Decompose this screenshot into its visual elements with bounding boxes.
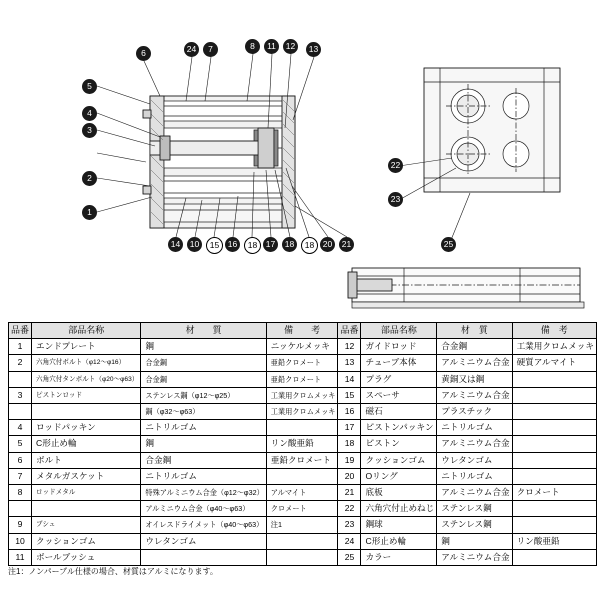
cell-note-right bbox=[512, 468, 596, 484]
cell-no-right: 19 bbox=[338, 452, 361, 468]
cell-name-right: ピストンパッキン bbox=[361, 420, 437, 436]
cell-material-left: 鋼 bbox=[141, 339, 266, 355]
table-row bbox=[9, 371, 597, 387]
callout-13: 13 bbox=[306, 42, 321, 57]
cell-note-left: 工業用クロムメッキ bbox=[266, 404, 338, 420]
cell-name-left: ロッドパッキン bbox=[32, 420, 141, 436]
cell-no-left bbox=[9, 371, 32, 387]
table-row bbox=[9, 468, 597, 484]
cell-no-left: 8 bbox=[9, 485, 32, 501]
cell-no-left: 7 bbox=[9, 468, 32, 484]
cell-no-right: 15 bbox=[338, 387, 361, 403]
cell-note-right: クロメート bbox=[512, 485, 596, 501]
cell-material-left: オイレスドライメット（φ40～φ63） bbox=[141, 517, 266, 533]
callout-21: 21 bbox=[339, 237, 354, 252]
header-name-left: 部品名称 bbox=[32, 323, 141, 339]
cell-note-left: リン酸亜鉛 bbox=[266, 436, 338, 452]
cell-name-left: ピストンロッド bbox=[32, 387, 141, 403]
cell-name-left: 六角穴付タンボルト（φ20～φ63） bbox=[32, 371, 141, 387]
cell-material-right: アルミニウム合金 bbox=[437, 387, 512, 403]
cell-note-left bbox=[266, 420, 338, 436]
callout-5: 5 bbox=[82, 79, 97, 94]
cell-note-left: アルマイト bbox=[266, 485, 338, 501]
cell-name-left: C形止め輪 bbox=[32, 436, 141, 452]
cell-material-right: ウレタンゴム bbox=[437, 452, 512, 468]
cell-no-right: 13 bbox=[338, 355, 361, 371]
callout-25: 25 bbox=[441, 237, 456, 252]
cell-material-left: ウレタンゴム bbox=[141, 533, 266, 549]
cell-no-left bbox=[9, 404, 32, 420]
table-body bbox=[9, 339, 597, 566]
cell-no-right: 24 bbox=[338, 533, 361, 549]
table-row bbox=[9, 436, 597, 452]
cell-no-right: 18 bbox=[338, 436, 361, 452]
cell-name-left: メタルガスケット bbox=[32, 468, 141, 484]
callout-7: 7 bbox=[203, 42, 218, 57]
cell-no-left: 11 bbox=[9, 549, 32, 565]
callout-12: 12 bbox=[283, 39, 298, 54]
cell-note-right: リン酸亜鉛 bbox=[512, 533, 596, 549]
callout-20: 20 bbox=[320, 237, 335, 252]
cell-note-left: 工業用クロムメッキ bbox=[266, 387, 338, 403]
cell-no-right: 16 bbox=[338, 404, 361, 420]
cell-no-right: 14 bbox=[338, 371, 361, 387]
cell-note-right bbox=[512, 452, 596, 468]
cell-name-right: チューブ本体 bbox=[361, 355, 437, 371]
table-row bbox=[9, 339, 597, 355]
callout-10: 10 bbox=[187, 237, 202, 252]
cell-name-right: 鋼球 bbox=[361, 517, 437, 533]
cell-material-right: プラスチック bbox=[437, 404, 512, 420]
callout-18c: 18 bbox=[301, 237, 318, 254]
cell-material-left: 鋼（φ32～φ63） bbox=[141, 404, 266, 420]
cell-name-right: ガイドロッド bbox=[361, 339, 437, 355]
table-row bbox=[9, 501, 597, 517]
cell-name-right: 六角穴付止めねじ bbox=[361, 501, 437, 517]
cell-note-right bbox=[512, 517, 596, 533]
cell-material-right: アルミニウム合金 bbox=[437, 485, 512, 501]
cell-no-right: 22 bbox=[338, 501, 361, 517]
cell-name-right: ピストン bbox=[361, 436, 437, 452]
cell-no-right: 20 bbox=[338, 468, 361, 484]
callout-16: 16 bbox=[225, 237, 240, 252]
cell-name-left: ボルト bbox=[32, 452, 141, 468]
callout-11: 11 bbox=[264, 39, 279, 54]
cell-no-left bbox=[9, 501, 32, 517]
header-name-right: 部品名称 bbox=[361, 323, 437, 339]
cell-no-left: 5 bbox=[9, 436, 32, 452]
cell-material-left: アルミニウム合金（φ40～φ63） bbox=[141, 501, 266, 517]
cell-note-left bbox=[266, 468, 338, 484]
cell-material-left bbox=[141, 549, 266, 565]
cell-material-right: 合金鋼 bbox=[437, 339, 512, 355]
cell-name-left: ボールブッシュ bbox=[32, 549, 141, 565]
cell-material-left: 合金鋼 bbox=[141, 371, 266, 387]
cell-name-left: エンドプレート bbox=[32, 339, 141, 355]
cell-note-right bbox=[512, 501, 596, 517]
cell-note-right bbox=[512, 371, 596, 387]
callout-24: 24 bbox=[184, 42, 199, 57]
table-row bbox=[9, 517, 597, 533]
cell-note-right: 硬質アルマイト bbox=[512, 355, 596, 371]
callout-18a: 18 bbox=[244, 237, 261, 254]
cell-note-left: 亜鉛クロメート bbox=[266, 452, 338, 468]
callout-2: 2 bbox=[82, 171, 97, 186]
header-material-right: 材 質 bbox=[437, 323, 512, 339]
callout-23: 23 bbox=[388, 192, 403, 207]
callout-17: 17 bbox=[263, 237, 278, 252]
cell-no-right: 23 bbox=[338, 517, 361, 533]
cell-material-right: ニトリルゴム bbox=[437, 420, 512, 436]
cell-note-left: 注1 bbox=[266, 517, 338, 533]
cell-name-left: ブシュ bbox=[32, 517, 141, 533]
cell-note-left: 亜鉛クロメート bbox=[266, 355, 338, 371]
cell-material-right: アルミニウム合金 bbox=[437, 549, 512, 565]
cell-no-right: 21 bbox=[338, 485, 361, 501]
cell-note-right bbox=[512, 404, 596, 420]
cell-material-right: アルミニウム合金 bbox=[437, 355, 512, 371]
cell-no-left: 2 bbox=[9, 355, 32, 371]
table-row bbox=[9, 404, 597, 420]
table-footnote: 注1：ノンパープル仕様の場合、材質はアルミになります。 bbox=[8, 567, 218, 576]
cell-material-left: 合金鋼 bbox=[141, 452, 266, 468]
cell-note-left: クロメート bbox=[266, 501, 338, 517]
cell-material-right: 鋼 bbox=[437, 533, 512, 549]
cell-no-right: 17 bbox=[338, 420, 361, 436]
header-note-right: 備 考 bbox=[512, 323, 596, 339]
cell-note-right: 工業用クロムメッキ bbox=[512, 339, 596, 355]
callout-6: 6 bbox=[136, 46, 151, 61]
cell-no-left: 6 bbox=[9, 452, 32, 468]
cell-material-right: アルミニウム合金 bbox=[437, 436, 512, 452]
callout-3: 3 bbox=[82, 123, 97, 138]
table-row bbox=[9, 533, 597, 549]
cell-no-left: 9 bbox=[9, 517, 32, 533]
callout-22: 22 bbox=[388, 158, 403, 173]
table-row bbox=[9, 355, 597, 371]
parts-table bbox=[8, 322, 592, 566]
cell-material-right: ステンレス鋼 bbox=[437, 501, 512, 517]
cell-name-right: スペーサ bbox=[361, 387, 437, 403]
cell-material-left: ステンレス鋼（φ12～φ25） bbox=[141, 387, 266, 403]
cell-material-right: ステンレス鋼 bbox=[437, 517, 512, 533]
callout-8: 8 bbox=[245, 39, 260, 54]
cell-note-right bbox=[512, 436, 596, 452]
cell-material-left: ニトリルゴム bbox=[141, 420, 266, 436]
cell-note-left: ニッケルメッキ bbox=[266, 339, 338, 355]
callout-18b: 18 bbox=[282, 237, 297, 252]
header-note-left: 備 考 bbox=[266, 323, 338, 339]
cell-note-right bbox=[512, 387, 596, 403]
cell-note-right bbox=[512, 549, 596, 565]
cell-name-left: クッションゴム bbox=[32, 533, 141, 549]
cell-name-right: C形止め輪 bbox=[361, 533, 437, 549]
table-header-row bbox=[9, 323, 597, 339]
cell-name-right: 磁石 bbox=[361, 404, 437, 420]
callout-1: 1 bbox=[82, 205, 97, 220]
cell-material-right: 黄銅又は鋼 bbox=[437, 371, 512, 387]
header-no-right: 品番 bbox=[338, 323, 361, 339]
cell-name-left: ロッドメタル bbox=[32, 485, 141, 501]
callout-4: 4 bbox=[82, 106, 97, 121]
table-row bbox=[9, 549, 597, 565]
cell-name-left bbox=[32, 501, 141, 517]
cell-material-left: 特殊アルミニウム合金（φ12～φ32） bbox=[141, 485, 266, 501]
cell-name-left bbox=[32, 404, 141, 420]
cell-name-right: カラー bbox=[361, 549, 437, 565]
cell-note-left: 亜鉛クロメート bbox=[266, 371, 338, 387]
cell-name-right: プラグ bbox=[361, 371, 437, 387]
cell-note-right bbox=[512, 420, 596, 436]
table-row bbox=[9, 420, 597, 436]
cell-no-left: 1 bbox=[9, 339, 32, 355]
cell-material-right: ニトリルゴム bbox=[437, 468, 512, 484]
cell-name-right: 底板 bbox=[361, 485, 437, 501]
cell-no-left: 10 bbox=[9, 533, 32, 549]
header-material-left: 材 質 bbox=[141, 323, 266, 339]
cell-material-left: 合金鋼 bbox=[141, 355, 266, 371]
cell-no-right: 12 bbox=[338, 339, 361, 355]
cell-no-left: 4 bbox=[9, 420, 32, 436]
cell-note-left bbox=[266, 533, 338, 549]
header-no-left: 品番 bbox=[9, 323, 32, 339]
cell-name-right: Oリング bbox=[361, 468, 437, 484]
cell-material-left: 鋼 bbox=[141, 436, 266, 452]
cell-no-left: 3 bbox=[9, 387, 32, 403]
cell-name-right: クッションゴム bbox=[361, 452, 437, 468]
table-row bbox=[9, 452, 597, 468]
callout-14: 14 bbox=[168, 237, 183, 252]
table-row bbox=[9, 485, 597, 501]
cell-material-left: ニトリルゴム bbox=[141, 468, 266, 484]
cell-no-right: 25 bbox=[338, 549, 361, 565]
cell-name-left: 六角穴付ボルト（φ12～φ16） bbox=[32, 355, 141, 371]
cell-note-left bbox=[266, 549, 338, 565]
callout-15: 15 bbox=[206, 237, 223, 254]
table-row bbox=[9, 387, 597, 403]
